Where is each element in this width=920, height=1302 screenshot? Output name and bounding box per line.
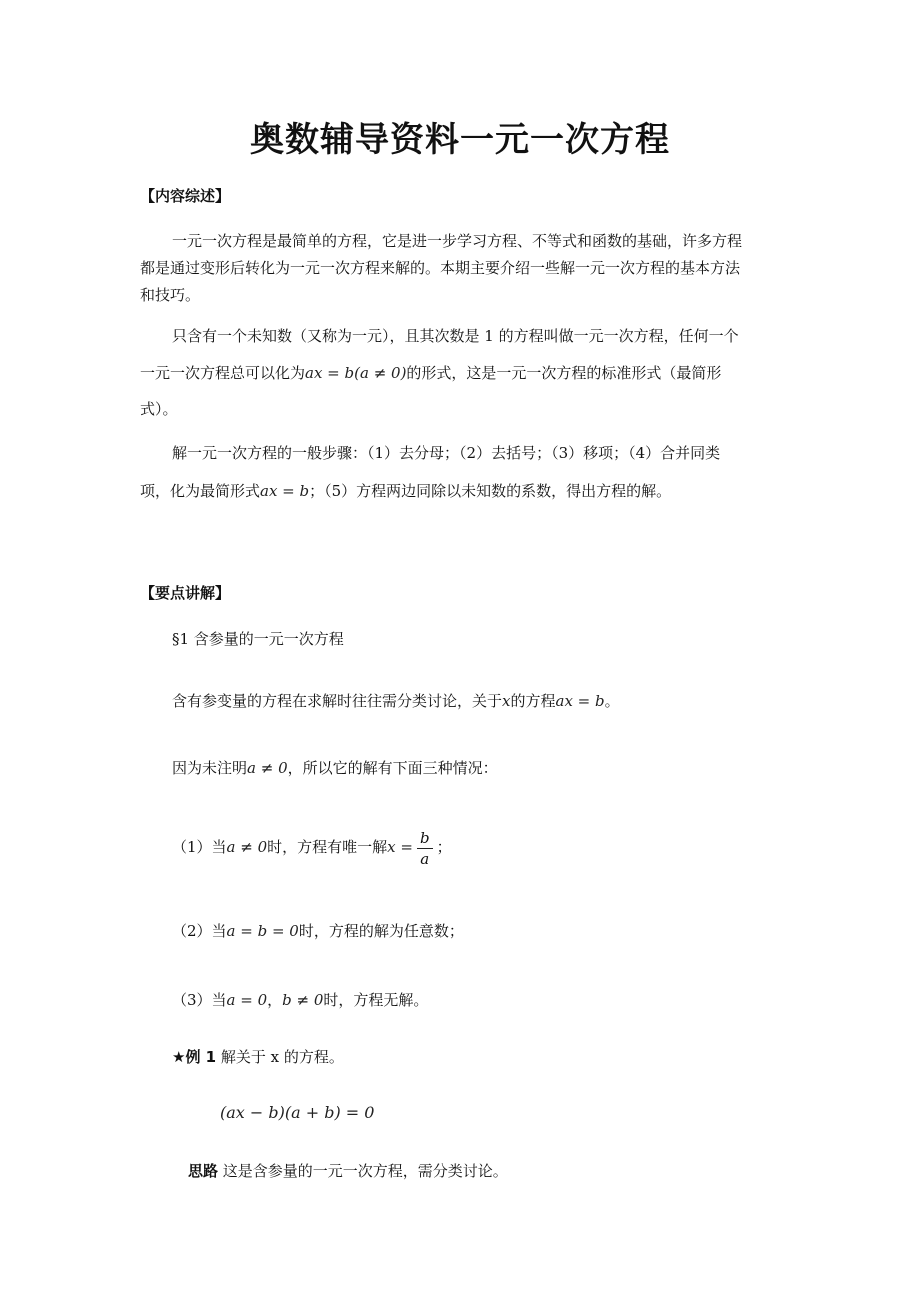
example1-line [172,1044,344,1070]
summary-p2-line1: 只含有一个未知数（又称为一元），且其次数是 1 的方程叫做一元一次方程，任何一个 [172,327,739,345]
summary-p1-line2: 都是通过变形后转化为一元一次方程来解的。本期主要介绍一些解一元一次方程的基本方法 [140,259,741,277]
summary-p3-pre: 项，化为最简形式 [140,482,261,500]
example1-equation: (ax − b)(a + b) = 0 [220,1103,375,1122]
case2-condition: a = b = 0 [226,922,299,940]
intro-pre: 含有参变量的方程在求解时往往需分类讨论，关于 [172,692,503,710]
example1-label: ★例 1 [172,1048,217,1066]
case1-fraction [417,828,433,869]
summary-p2-post: 的形式，这是一元一次方程的标准形式（最简形 [406,364,722,382]
summary-p2-line2 [140,360,721,386]
case3-pre: （3）当 [172,991,227,1009]
points-heading: 【要点讲解】 [140,584,231,602]
points-because [172,755,498,781]
points-intro [172,688,620,714]
case1-numerator: b [417,828,433,849]
because-pre: 因为未注明 [172,759,248,777]
summary-p2-pre: 一元一次方程总可以化为 [140,364,306,382]
idea-label: 思路 [188,1162,219,1180]
section1-title: §1 含参量的一元一次方程 [172,630,344,648]
summary-p3-post: ；（5）方程两边同除以未知数的系数，得出方程的解。 [309,482,672,500]
intro-formula: ax = b [555,692,605,710]
summary-p1-line1: 一元一次方程是最简单的方程，它是进一步学习方程、不等式和函数的基础，许多方程 [172,232,743,250]
case2-post: 时，方程的解为任意数； [298,922,464,940]
summary-p2-line3: 式）。 [140,400,178,418]
intro-post: 。 [604,692,620,710]
page-title: 奥数辅导资料一元一次方程 [250,120,670,160]
case3-condition-a: a = 0 [226,991,268,1009]
case1-x: x = [387,838,413,856]
case1-pre: （1）当 [172,838,227,856]
case1-post: ； [436,838,452,856]
summary-heading: 【内容综述】 [140,187,231,205]
summary-p3-line2 [140,478,671,504]
case1-condition: a ≠ 0 [226,838,268,856]
case3-post: 时，方程无解。 [323,991,429,1009]
case-2 [172,918,464,944]
example1-idea [188,1158,508,1184]
intro-x: x [502,692,511,710]
summary-p3-line1: 解一元一次方程的一般步骤：（1）去分母；（2）去括号；（3）移项；（4）合并同类 [172,444,721,462]
case-3 [172,987,428,1013]
case1-denominator: a [420,849,430,868]
intro-mid: 的方程 [510,692,556,710]
idea-text: 这是含参量的一元一次方程，需分类讨论。 [222,1162,508,1180]
case2-pre: （2）当 [172,922,227,940]
summary-p1-line3: 和技巧。 [140,286,201,304]
case3-condition-b: b ≠ 0 [282,991,324,1009]
case-1 [172,826,452,869]
case1-mid: 时，方程有唯一解 [267,838,388,856]
because-formula: a ≠ 0 [247,759,288,777]
because-post: ，所以它的解有下面三种情况： [287,759,498,777]
example1-text: 解关于 x 的方程。 [220,1048,344,1066]
case3-sep: ， [267,991,283,1009]
simplest-form-formula: ax = b [260,482,310,500]
standard-form-formula: ax = b(a ≠ 0) [305,364,407,382]
